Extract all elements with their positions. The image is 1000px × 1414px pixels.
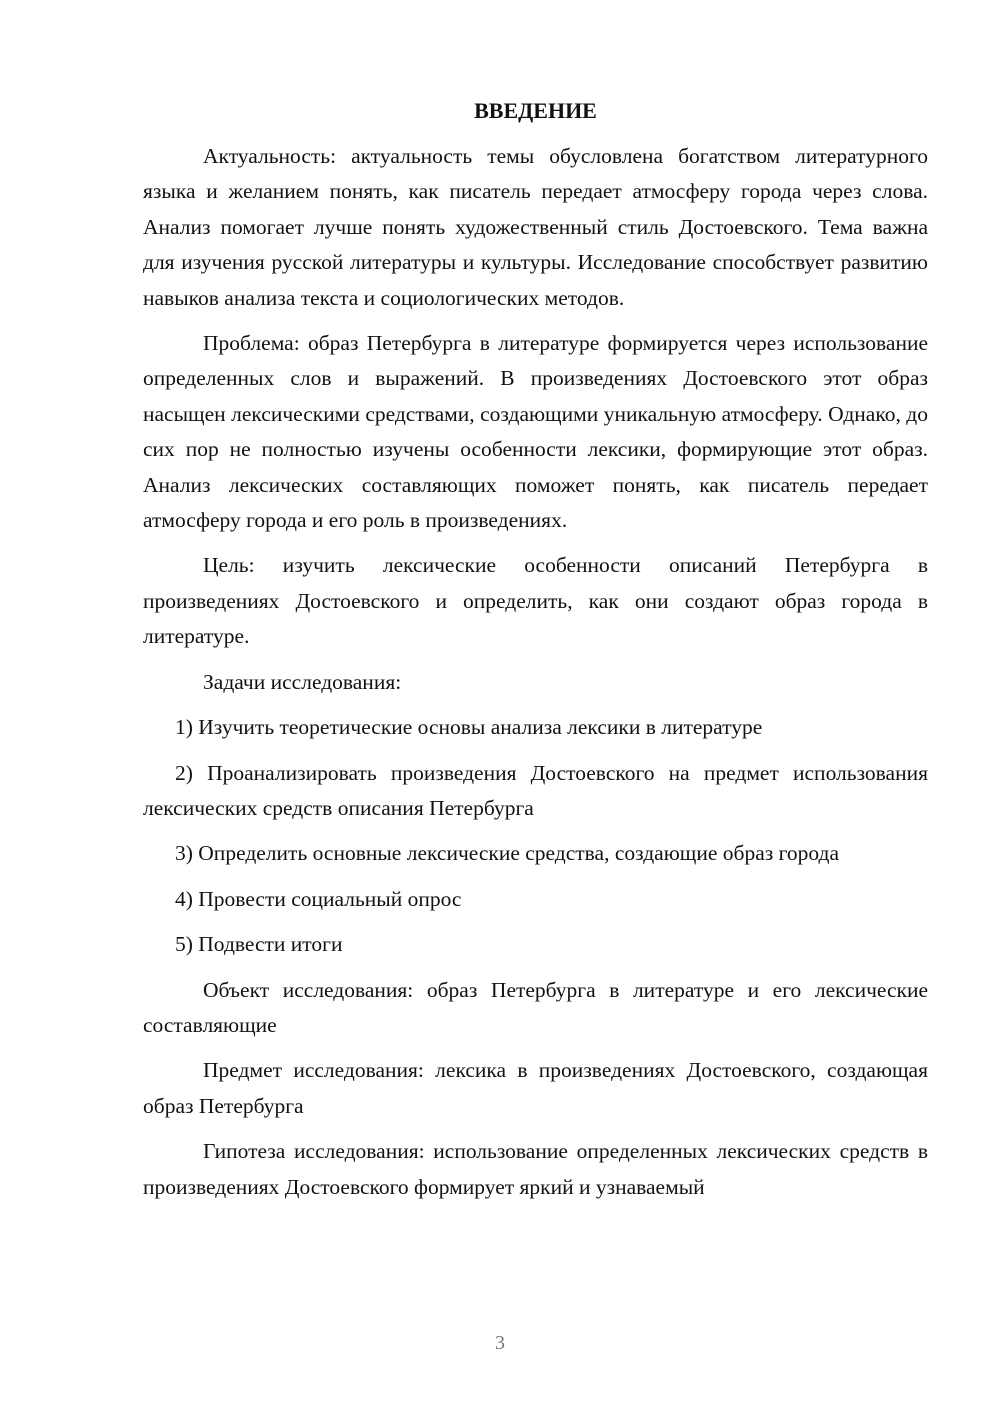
paragraph-goal: Цель: изучить лексические особенности описаний Петербурга в произведениях Достоевского и определить, как они создают образ города в литературе.: [143, 553, 928, 649]
document-heading: ВВЕДЕНИЕ: [474, 98, 597, 123]
paragraph-subject: Предмет исследования: лексика в произведениях Достоевского, создающая образ Петербурга: [143, 1058, 928, 1118]
paragraph-object: Объект исследования: образ Петербурга в литературе и его лексические составляющие: [143, 977, 928, 1037]
paragraph-relevance: Актуальность: актуальность темы обусловлена богатством литературного языка и желанием понять, как писатель передает атмосферу города через слова. Анализ помогает лучше понять художественный стиль Достоевского. Тема важна для изучения русской литературы и культуры. Исследование способствует развитию навыков анализа текста и социологических методов.: [143, 144, 928, 310]
paragraph-problem: Проблема: образ Петербурга в литературе формируется через использование определенных слов и выражений. В произведениях Достоевского этот образ насыщен лексическими средствами, создающими уникальную атмосферу. Однако, до сих пор не полностью изучены особенности лексики, формирующие этот образ. Анализ лексических составляющих поможет понять, как писатель передает атмосферу города и его роль в произведениях.: [143, 331, 928, 533]
task-item-2: 2) Проанализировать произведения Достоевского на предмет использования лексических средств описания Петербурга: [143, 760, 928, 820]
paragraph-hypothesis: Гипотеза исследования: использование определенных лексических средств в произведениях Достоевского формирует яркий и узнаваемый: [143, 1139, 928, 1199]
page-number: 3: [495, 1332, 505, 1354]
task-item-3: 3) Определить основные лексические средства, создающие образ города: [175, 841, 840, 866]
task-item-1: 1) Изучить теоретические основы анализа лексики в литературе: [175, 715, 763, 740]
task-item-4: 4) Провести социальный опрос: [175, 886, 462, 911]
document-page: [143, 96, 928, 1215]
paragraph-tasks-heading: Задачи исследования:: [203, 669, 402, 694]
task-item-5: 5) Подвести итоги: [175, 932, 343, 957]
